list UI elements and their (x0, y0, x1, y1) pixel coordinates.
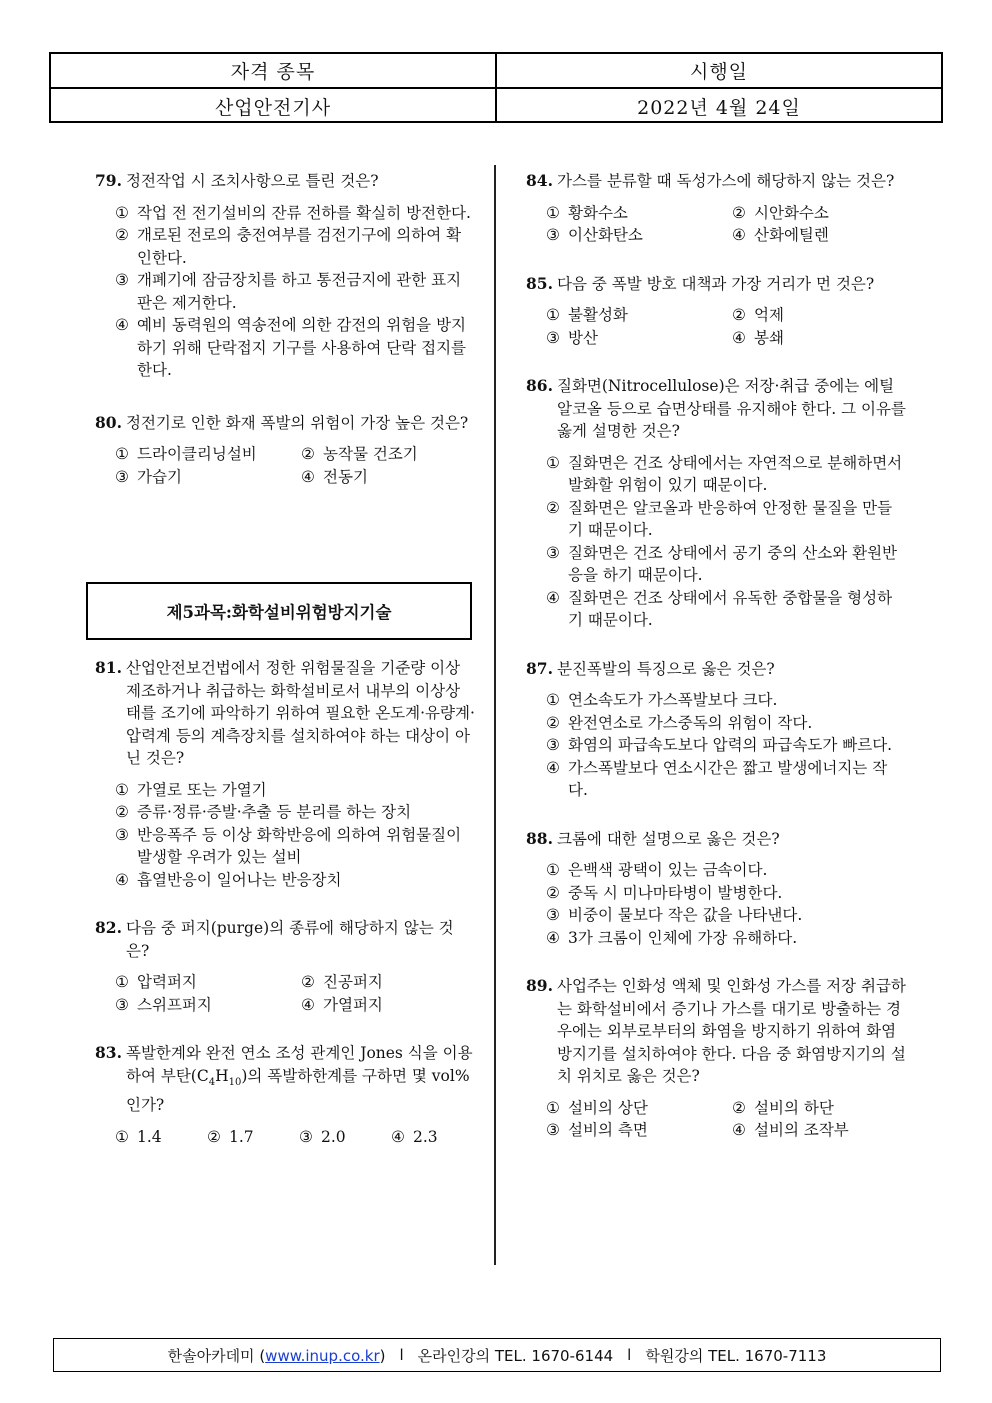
option-2: ② 중독 시 미나마타병이 발병한다. (546, 883, 783, 902)
question-89 (526, 975, 906, 1142)
option-2: ② 설비의 하단 (732, 1098, 834, 1117)
option-2: ② 완전연소로 가스중독의 위험이 작다. (546, 713, 813, 732)
question-86 (526, 375, 906, 632)
question-number: 87. (526, 658, 553, 678)
question-88 (526, 828, 906, 950)
option-3: ③ 2.0 (299, 1127, 346, 1146)
page-footer (53, 1338, 941, 1372)
option-3: ③ 스위프퍼지 (115, 995, 212, 1014)
option-3: ③ 가습기 (115, 467, 182, 486)
question-number: 84. (526, 171, 553, 190)
footer-offline-tel: 학원강의 TEL. 1670-7113 (645, 1346, 827, 1365)
option-3: ③ 설비의 측면 (546, 1121, 648, 1139)
footer-separator: l (399, 1346, 404, 1364)
question-number: 81. (95, 658, 122, 677)
option-4: ④ 흡열반응이 일어나는 반응장치 (115, 870, 342, 889)
option-3: ③ 화염의 파급속도보다 압력의 파급속도가 빠르다. (546, 736, 893, 754)
option-1: ① 질화면은 건조 상태에서는 자연적으로 분해하면서 발화할 위험이 있기 때문이다. (546, 453, 903, 494)
question-number: 88. (526, 828, 553, 848)
option-3: ③ 비중이 물보다 작은 값을 나타낸다. (546, 906, 803, 924)
footer-online-tel: 온라인강의 TEL. 1670-6144 (417, 1346, 614, 1365)
question-text: 폭발한계와 완전 연소 조성 관계인 Jones 식을 이용하여 부탄$(C_4H_{10})$의 폭발하한계를 구하면 몇 vol% 인가? (125, 1044, 473, 1115)
question-text: 정전작업 시 조치사항으로 틀린 것은? (125, 172, 379, 190)
question-text: 분진폭발의 특징으로 옳은 것은? (556, 659, 775, 678)
option-4: ④ 3가 크롬이 인체에 가장 유해하다. (546, 928, 798, 947)
category-label: 자격 종목 (230, 61, 316, 83)
footer-academy: 한솔아카데미 (www.inup.co.kr) (167, 1346, 386, 1365)
option-1: ① 1.4 (115, 1127, 162, 1146)
question-84 (526, 170, 906, 247)
option-1: ① 압력퍼지 (115, 973, 197, 991)
question-number: 83. (95, 1043, 122, 1062)
date-value: 2022년 4월 24일 (495, 89, 941, 123)
option-1: ① 황화수소 (546, 203, 628, 222)
question-number: 79. (95, 171, 122, 190)
option-1: ① 은백색 광택이 있는 금속이다. (546, 861, 768, 879)
option-2: ② 증류·정류·증발·추출 등 분리를 하는 장치 (115, 803, 412, 821)
option-4: ④ 설비의 조작부 (732, 1121, 849, 1139)
exam-header-table (49, 52, 943, 123)
question-82 (95, 917, 475, 1016)
left-column-lower (95, 657, 475, 1148)
option-1: ① 연소속도가 가스폭발보다 크다. (546, 691, 778, 709)
category-value: 산업안전기사 (214, 96, 332, 119)
question-87 (526, 658, 906, 802)
option-4: ④ 가스폭발보다 연소시간은 짧고 발생에너지는 작다. (546, 758, 888, 799)
question-text: 정전기로 인한 화재 폭발의 위험이 가장 높은 것은? (125, 413, 469, 432)
left-column (95, 170, 475, 488)
option-1: ① 가열로 또는 가열기 (115, 780, 267, 799)
question-text: 가스를 분류할 때 독성가스에 해당하지 않는 것은? (556, 172, 895, 190)
question-number: 89. (526, 976, 553, 995)
question-number: 86. (526, 376, 553, 395)
question-text: 다음 중 폭발 방호 대책과 가장 거리가 먼 것은? (556, 274, 875, 293)
question-text: 크롬에 대한 설명으로 옳은 것은? (556, 829, 780, 848)
footer-separator: l (627, 1346, 632, 1364)
option-4: ④ 2.3 (391, 1127, 438, 1146)
option-4: ④ 예비 동력원의 역송전에 의한 감전의 위험을 방지하기 위해 단락접지 기구를 사용하여 단락 접지를 한다. (115, 316, 467, 379)
question-80 (95, 412, 475, 489)
question-text: 질화면(Nitrocellulose)은 저장·취급 중에는 에틸알코올 등으로 습면상태를 유지해야 한다. 그 이유를 옳게 설명한 것은? (556, 377, 906, 440)
option-1: ① 작업 전 전기설비의 잔류 전하를 확실히 방전한다. (115, 203, 471, 222)
option-3: ③ 방산 (546, 328, 598, 347)
option-2: ② 질화면은 알코올과 반응하여 안정한 물질을 만들기 때문이다. (546, 498, 893, 539)
option-4: ④ 가열퍼지 (301, 995, 383, 1014)
option-3: ③ 개폐기에 잠금장치를 하고 통전금지에 관한 표지판은 제거한다. (115, 271, 462, 312)
option-2: ② 시안화수소 (732, 203, 829, 222)
option-3: ③ 이산화탄소 (546, 226, 643, 244)
option-4: ④ 산화에틸렌 (732, 226, 829, 244)
option-4: ④ 봉쇄 (732, 328, 784, 347)
option-1: ① 불활성화 (546, 306, 628, 324)
question-text: 산업안전보건법에서 정한 위험물질을 기준량 이상 제조하거나 취급하는 화학설비로서 내부의 이상상태를 조기에 파악하기 위하여 필요한 온도계·유량계·압력계 등의 계측장치를 설치하여야 하는 대상이 아닌 것은? (125, 659, 475, 767)
section-title: 제5과목:화학설비위험방지기술 (86, 582, 472, 640)
question-number: 85. (526, 273, 553, 293)
question-79 (95, 170, 475, 382)
option-3: ③ 질화면은 건조 상태에서 공기 중의 산소와 환원반응을 하기 때문이다. (546, 543, 898, 584)
question-81 (95, 657, 475, 891)
option-1: ① 설비의 상단 (546, 1098, 648, 1117)
option-2: ② 개로된 전로의 충전여부를 검전기구에 의하여 확인한다. (115, 226, 462, 267)
question-85 (526, 273, 906, 350)
column-divider (494, 165, 496, 1265)
question-number: 80. (95, 412, 122, 432)
question-text: 다음 중 퍼지(purge)의 종류에 해당하지 않는 것은? (125, 919, 454, 960)
question-number: 82. (95, 918, 122, 937)
right-column (526, 170, 906, 1142)
question-83 (95, 1042, 475, 1148)
option-2: ② 1.7 (207, 1127, 254, 1146)
option-2: ② 진공퍼지 (301, 973, 383, 991)
date-label: 시행일 (495, 54, 941, 87)
question-text: 사업주는 인화성 액체 및 인화성 가스를 저장 취급하는 화학설비에서 증기나 가스를 대기로 방출하는 경우에는 외부로부터의 화염을 방지하기 위하여 화염방지기를 설치하여야 한다. 다음 중 화염방지기의 설치 위치로 옳은 것은? (556, 977, 906, 1085)
option-2: ② 억제 (732, 306, 784, 324)
option-3: ③ 반응폭주 등 이상 화학반응에 의하여 위험물질이 발생할 우려가 있는 설비 (115, 825, 462, 866)
option-4: ④ 질화면은 건조 상태에서 유독한 중합물을 형성하기 때문이다. (546, 588, 893, 629)
option-1: ① 드라이클리닝설비 (115, 445, 257, 463)
option-2: ② 농작물 건조기 (301, 445, 418, 463)
option-4: ④ 전동기 (301, 467, 368, 486)
academy-website-link[interactable]: www.inup.co.kr (265, 1346, 380, 1365)
